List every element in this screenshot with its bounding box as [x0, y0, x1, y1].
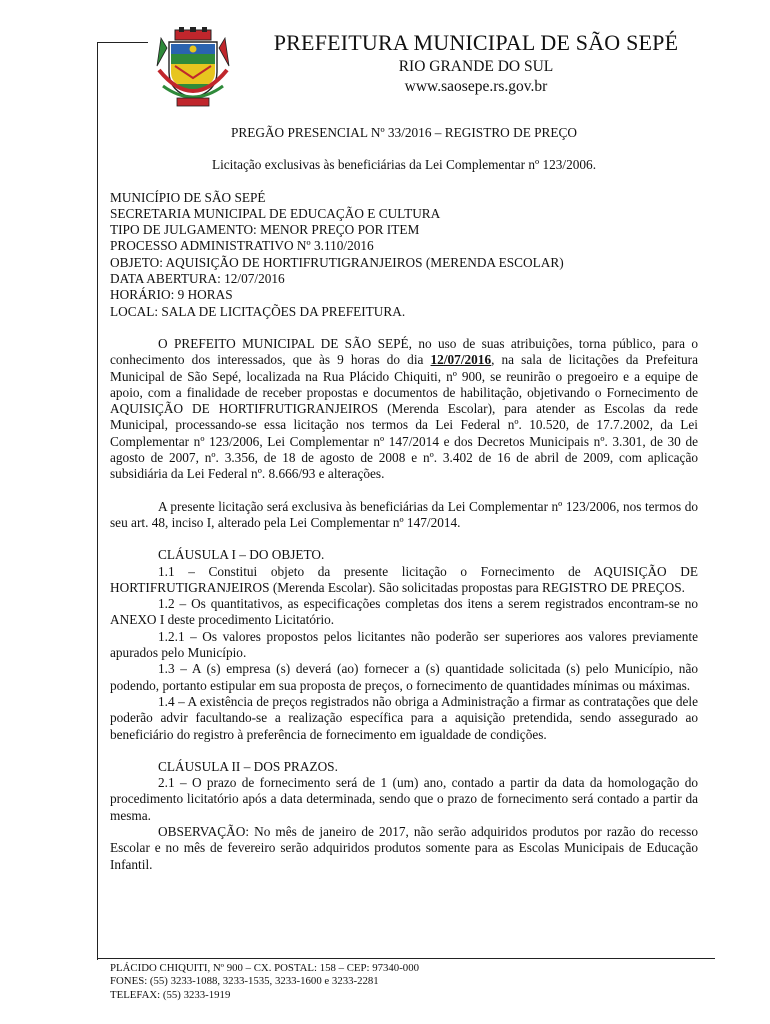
clause-item: 1.3 – A (s) empresa (s) deverá (ao) fornecer a (s) quantidade solicitada (s) pelo Município, não podendo, portanto estipular em sua proposta de preços, o fornecimento de quantidades mínimas ou máximas. — [110, 661, 698, 693]
clause-2-title: CLÁUSULA II – DOS PRAZOS. — [158, 758, 338, 774]
observation-paragraph: OBSERVAÇÃO: No mês de janeiro de 2017, não serão adquiridos produtos por razão do recesso Escolar e no mês de fevereiro serão adquiridos produtos somente para as Escolas Municipais de Educação Infantil. — [110, 823, 698, 872]
exclusive-paragraph: A presente licitação será exclusiva às beneficiárias da Lei Complementar nº 123/2006, nos termos do seu art. 48, inciso I, alterado pela Lei Complementar nº 147/2014. — [110, 498, 698, 530]
clause-1-title: CLÁUSULA I – DO OBJETO. — [158, 547, 325, 563]
info-line: OBJETO: AQUISIÇÃO DE HORTIFRUTIGRANJEIROS (MERENDA ESCOLAR) — [110, 254, 564, 270]
footer-fax: TELEFAX: (55) 3233-1919 — [110, 988, 231, 1001]
notice-heading: PREGÃO PRESENCIAL Nº 33/2016 – REGISTRO DE PREÇO — [230, 125, 578, 140]
state-name: RIO GRANDE DO SUL — [398, 58, 554, 75]
page-title: PREFEITURA MUNICIPAL DE SÃO SEPÉ — [273, 30, 679, 55]
intro-text-end: , na sala de licitações da Prefeitura Municipal de São Sepé, localizada na Rua Plácido Chiquiti, nº 900, se reunirão o pregoeiro e a equipe de apoio, com a finalidade de receber propostas e documentos de habilitação, objetivando o Fornecimento de AQUISIÇÃO DE HORTIFRUTIGRANJEIROS (Merenda Escolar), para atender as Escolas da rede Municipal, processando-se essa licitação nos termos da Lei Federal nº. 10.520, de 17.7.2002, da Lei Complementar nº 123/2006, Lei Complementar nº 147/2014 e dos Decretos Municipais nº. 3.301, de 30 de agosto de 2007, nº. 3.356, de 18 de agosto de 2008 e nº. 3.402 de 16 de abril de 2009, com aplicação subsidiária da Lei Federal nº. 8.666/93 e alterações. — [110, 352, 698, 482]
info-line: PROCESSO ADMINISTRATIVO Nº 3.110/2016 — [110, 238, 374, 254]
info-line: TIPO DE JULGAMENTO: MENOR PREÇO POR ITEM — [110, 222, 420, 238]
info-line: SECRETARIA MUNICIPAL DE EDUCAÇÃO E CULTURA — [110, 205, 441, 221]
page-border-bottom — [97, 958, 715, 959]
intro-text-start: O PREFEITO MUNICIPAL DE SÃO SEPÉ, no uso de suas atribuições, torna público, para o conhecimento dos interessados, que às 9 horas do dia — [110, 335, 698, 368]
municipal-coat-of-arms-icon — [153, 26, 233, 108]
info-line: HORÁRIO: 9 HORAS — [110, 287, 233, 303]
info-line: DATA ABERTURA: 12/07/2016 — [110, 271, 285, 287]
footer-phones: FONES: (55) 3233-1088, 3233-1535, 3233-1600 e 3233-2281 — [110, 975, 379, 988]
clause-item: 1.1 – Constitui objeto da presente licitação o Fornecimento de AQUISIÇÃO DE HORTIFRUTIGRANJEIROS (Merenda Escolar). São solicitadas propostas para REGISTRO DE PREÇOS. — [110, 563, 698, 595]
info-block — [110, 190, 698, 320]
clause-item: 2.1 – O prazo de fornecimento será de 1 (um) ano, contado a partir da data da homologação do procedimento licitatório após a data determinada, sendo que o prazo de fornecimento será contado a partir da mesma. — [110, 775, 698, 823]
page-border-left — [97, 42, 98, 960]
website-url: www.saosepe.rs.gov.br — [404, 78, 548, 95]
page-border-top — [98, 42, 148, 43]
clause-item: 1.4 – A existência de preços registrados não obriga a Administração a firmar as contratações que dele poderão advir facultando-se a realização específica para a aquisição pretendida, sendo assegurado ao beneficiário do registro à preferência de fornecimento em igualdade de condições. — [110, 693, 698, 742]
intro-paragraph — [110, 336, 698, 483]
exclusivity-note: Licitação exclusivas às beneficiárias da Lei Complementar nº 123/2006. — [211, 157, 597, 173]
clause-item: 1.2.1 – Os valores propostos pelos licitantes não poderão ser superiores aos valores previamente apurados pelo Município. — [110, 628, 698, 661]
footer-address: PLÁCIDO CHIQUITI, Nº 900 – CX. POSTAL: 158 – CEP: 97340-000 — [110, 962, 419, 974]
clause-item: 1.2 – Os quantitativos, as especificações completas dos itens a serem registrados encontram-se no ANEXO I deste procedimento Licitatório. — [110, 596, 698, 628]
info-line: LOCAL: SALA DE LICITAÇÕES DA PREFEITURA. — [110, 303, 406, 319]
document-body — [110, 125, 698, 873]
page-footer — [110, 962, 419, 1002]
info-line: MUNICÍPIO DE SÃO SEPÉ — [110, 189, 266, 205]
opening-date: 12/07/2016 — [430, 352, 492, 368]
